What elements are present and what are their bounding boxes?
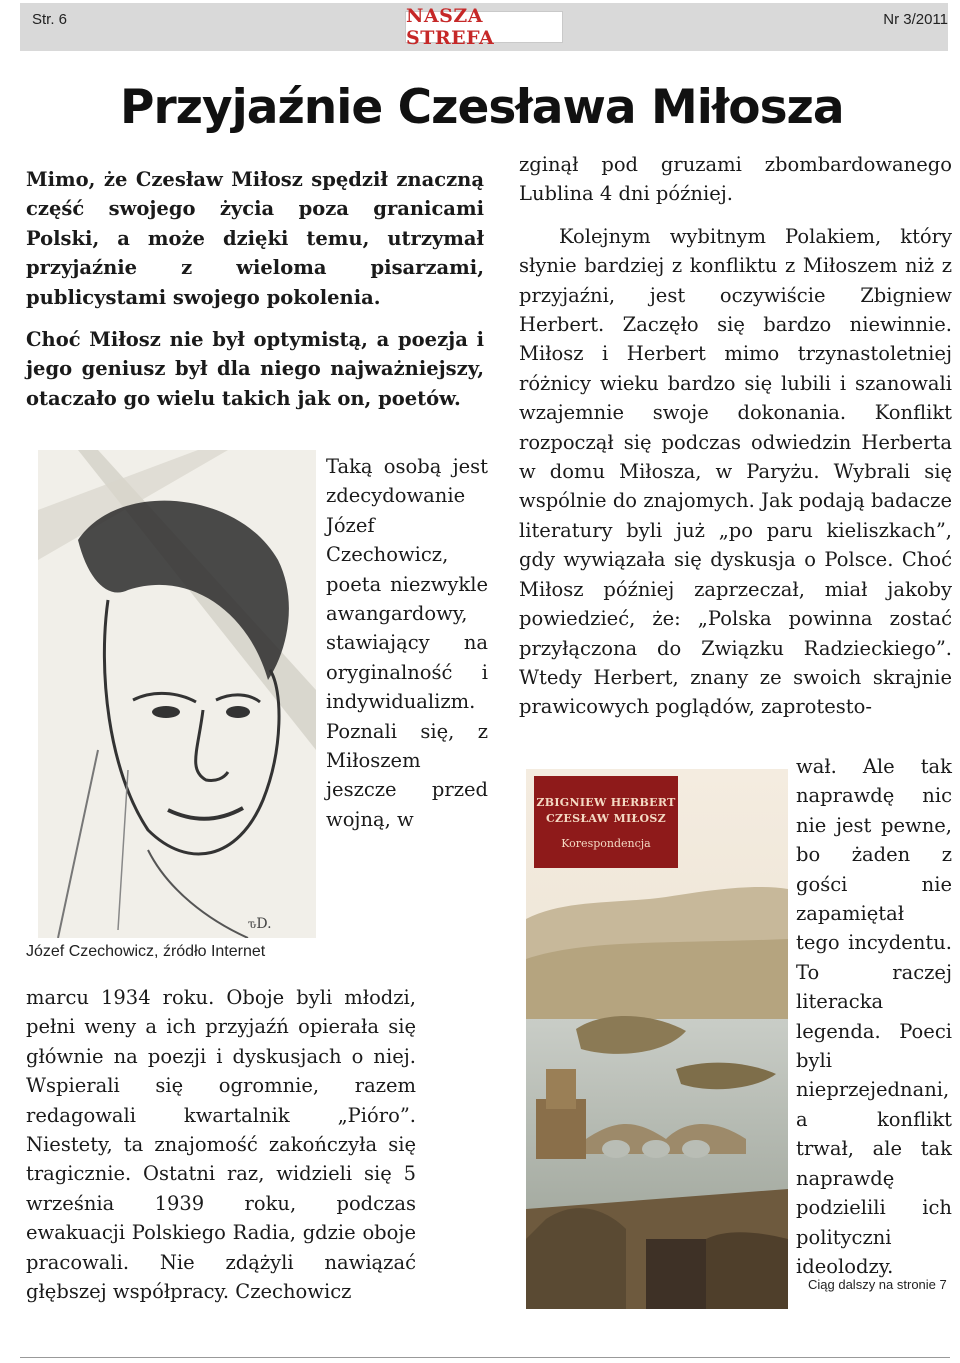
right-paragraph-2: Kolejnym wybitnym Polakiem, który słynie bardziej z konfliktu z Miłoszem niż z przyjaźni, jest oczywiście Zbigniew Herbert. Zaczęło się bardzo niewinnie. Miłosz i Herbert mimo trzynastoletniej różnicy wieku bardzo się lubili i szanowali wzajemnie swoje dokonania. Konflikt rozpoczął się podczas odwiedzin Herberta w domu Miłosza, w Paryżu. Wybrali się wspólnie do znajomych. Jak podają badacze literatury byli już „po paru kieliszkach”, gdy wywiązała się dyskusja o Polsce. Choć Miłosz później zaprzeczał, miał jakoby powiedzieć, że: „Polska powinna zostać przyłączona do Związku Radzieckiego”. Wtedy Herbert, znany ze swoich skrajnie prawicowych poglądów, zaprotesto- xyxy=(519,224,952,719)
book-title-label xyxy=(534,776,678,868)
article-title: Przyjaźnie Czesława Miłosza xyxy=(120,80,844,135)
czechowicz-portrait-image xyxy=(38,450,316,938)
portrait-caption: Józef Czechowicz, źródło Internet xyxy=(26,943,266,960)
herbert-text xyxy=(519,150,952,722)
intro-paragraph-1: Mimo, że Czesław Miłosz spędził znaczną część swojego życia poza granicami Polski, a może dzięki temu, utrzymał przyjaźnie z wieloma pisarzami, publicystami swojego pokolenia. xyxy=(26,168,484,309)
right-paragraph-1: zginął pod gruzami zbombardowanego Lublina 4 dni później. xyxy=(519,153,952,206)
portrait-sketch-svg xyxy=(38,450,316,938)
herbert-conclusion-text: wał. Ale tak naprawdę nic nie jest pewne, bo żaden z gości nie zapamiętał tego incydentu. To raczej literacka legenda. Poeci byli nieprzejednani, a konflikt trwał, ale tak naprawdę podzielili ich polityczni ideolodzy. xyxy=(796,755,952,1278)
intro-paragraph-2: Choć Miłosz nie był optymistą, a poezja i jego geniusz był dla niego najważniejszy, otaczało go wielu takich jak on, poetów. xyxy=(26,328,484,410)
magazine-logo: NASZA STREFA xyxy=(405,11,563,43)
czechowicz-continuation-text: marcu 1934 roku. Oboje byli młodzi, pełni weny a ich przyjaźń opierała się głównie na poezji i dyskusjach o niej. Wspierali się ogromnie, razem redagowali kwartalnik „Pióro”. Niestety, ta znajomość zakończyła się tragicznie. Ostatni raz, widzieli się 5 września 1939 roku, podczas ewakuacji Polskiego Radia, gdzie oboje pracowali. Nie zdążyli nawiązać głębszej współpracy. Czechowicz xyxy=(26,986,416,1304)
footer-rule xyxy=(20,1357,950,1358)
book-subtitle: Korespondencja xyxy=(561,836,651,850)
issue-number: Nr 3/2011 xyxy=(883,11,948,28)
book-author-1: ZBIGNIEW HERBERT xyxy=(536,795,676,809)
czechowicz-intro-text: Taką osobą jest zdecydowanie Józef Czechowicz, poeta niezwykle awangardowy, stawiający na oryginalność i indywidualizm. Poznali się, z Miłoszem jeszcze przed wojną, w xyxy=(326,455,488,831)
sketch-signature: ԏD. xyxy=(248,916,272,932)
intro-text xyxy=(26,165,484,413)
page-number: Str. 6 xyxy=(32,11,68,28)
book-author-2: CZESŁAW MIŁOSZ xyxy=(546,811,666,825)
continued-note: Ciąg dalszy na stronie 7 xyxy=(808,1277,947,1292)
